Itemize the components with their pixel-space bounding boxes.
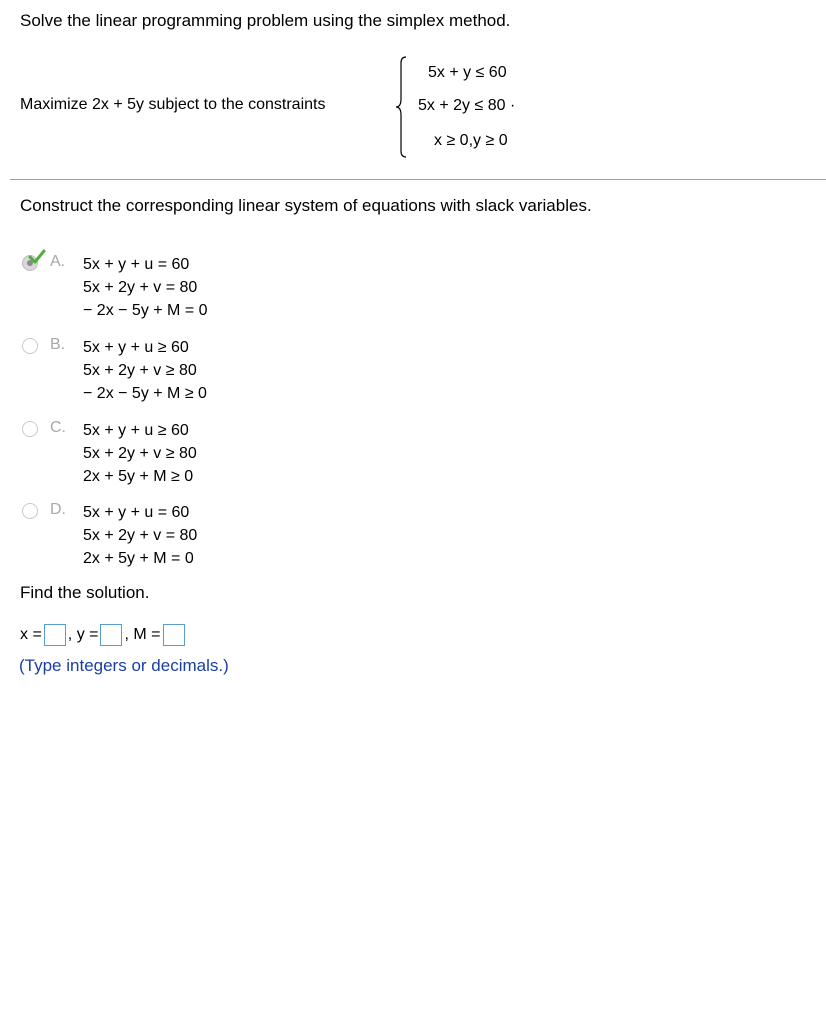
m-answer-input[interactable] <box>163 624 185 646</box>
option-c-radio[interactable] <box>22 421 38 437</box>
constraint-2: 5x + 2y ≤ 80 · <box>418 97 516 114</box>
option-c-equations <box>83 419 197 488</box>
equation-line: 5x + y + u ≥ 60 <box>83 339 189 356</box>
option-d-equations <box>83 501 197 570</box>
equation-line: 5x + 2y + v = 80 <box>83 279 198 296</box>
equation-line: 5x + y + u = 60 <box>83 256 190 273</box>
left-brace-icon <box>394 55 410 159</box>
objective-statement: Maximize 2x + 5y subject to the constraints <box>20 96 326 113</box>
question-title: Solve the linear programming problem using the simplex method. <box>20 11 511 30</box>
equation-line: 2x + 5y + M ≥ 0 <box>83 468 194 485</box>
constraint-1: 5x + y ≤ 60 <box>428 64 507 81</box>
checkmark-icon <box>28 249 46 265</box>
option-b-equations <box>83 336 207 405</box>
equation-line: 5x + 2y + v ≥ 80 <box>83 362 197 379</box>
part1-prompt: Construct the corresponding linear system of equations with slack variables. <box>20 196 592 215</box>
constraint-3: x ≥ 0,y ≥ 0 <box>434 132 508 149</box>
option-b-letter: B. <box>50 336 66 353</box>
option-c-letter: C. <box>50 419 66 436</box>
section-divider <box>10 179 826 180</box>
x-label: x = <box>20 626 42 643</box>
equation-line: 5x + 2y + v ≥ 80 <box>83 445 197 462</box>
m-label: , M = <box>124 626 161 643</box>
part2-prompt: Find the solution. <box>20 583 150 602</box>
answer-row <box>20 623 187 647</box>
y-label: , y = <box>67 626 99 643</box>
equation-line: 5x + 2y + v = 80 <box>83 527 198 544</box>
option-d-letter: D. <box>50 501 66 518</box>
option-b-radio[interactable] <box>22 338 38 354</box>
y-answer-input[interactable] <box>100 624 122 646</box>
x-answer-input[interactable] <box>44 624 66 646</box>
answer-hint: (Type integers or decimals.) <box>19 656 229 675</box>
equation-line: 5x + y + u ≥ 60 <box>83 422 189 439</box>
equation-line: − 2x − 5y + M ≥ 0 <box>83 385 207 402</box>
equation-line: − 2x − 5y + M = 0 <box>83 302 208 319</box>
equation-line: 5x + y + u = 60 <box>83 504 190 521</box>
option-d-radio[interactable] <box>22 503 38 519</box>
option-a-equations <box>83 253 208 322</box>
equation-line: 2x + 5y + M = 0 <box>83 550 194 567</box>
option-a-letter: A. <box>50 253 66 270</box>
